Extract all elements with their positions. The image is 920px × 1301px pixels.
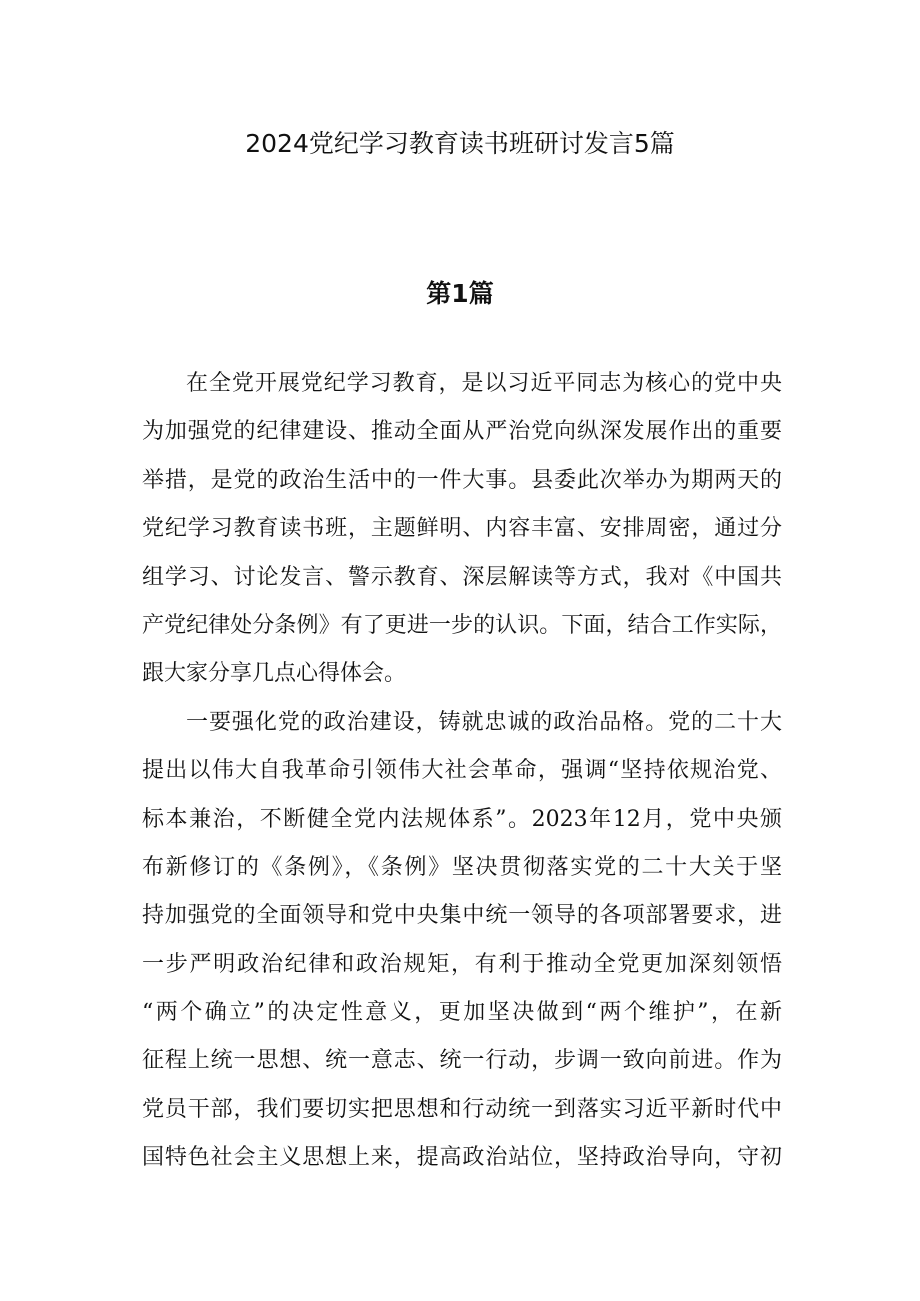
paragraph-line: 一步严明政治纪律和政治规矩，有利于推动全党更加深刻领悟	[142, 951, 782, 977]
paragraph-line: 为加强党的纪律建设、推动全面从严治党向纵深发展作出的重要	[142, 419, 782, 445]
paragraph-2	[142, 699, 782, 1183]
paragraph-line: 党纪学习教育读书班，主题鲜明、内容丰富、安排周密，通过分	[142, 516, 782, 542]
paragraph-line: 国特色社会主义思想上来，提高政治站位，坚持政治导向，守初	[142, 1145, 782, 1171]
paragraph-line: 持加强党的全面领导和党中央集中统一领导的各项部署要求，进	[142, 903, 782, 929]
document-body	[142, 360, 782, 1183]
paragraph-line: “两个确立”的决定性意义，更加坚决做到“两个维护”，在新	[142, 1000, 782, 1026]
paragraph-line: 布新修订的《条例》，《条例》坚决贯彻落实党的二十大关于坚	[142, 854, 782, 880]
paragraph-line: 党员干部，我们要切实把思想和行动统一到落实习近平新时代中	[142, 1096, 782, 1122]
paragraph-line: 一要强化党的政治建设，铸就忠诚的政治品格。党的二十大	[186, 709, 782, 735]
paragraph-line: 标本兼治，不断健全党内法规体系”。2023年12月，党中央颁	[142, 806, 782, 832]
paragraph-line: 组学习、讨论发言、警示教育、深层解读等方式，我对《中国共	[142, 564, 782, 590]
paragraph-line: 跟大家分享几点心得体会。	[142, 661, 407, 687]
paragraph-line: 征程上统一思想、统一意志、统一行动，步调一致向前进。作为	[142, 1048, 782, 1074]
paragraph-line: 在全党开展党纪学习教育，是以习近平同志为核心的党中央	[186, 371, 782, 396]
paragraph-line: 提出以伟大自我革命引领伟大社会革命，强调“坚持依规治党、	[142, 758, 782, 784]
document-title: 2024党纪学习教育读书班研讨发言5篇	[245, 129, 675, 158]
paragraph-line: 举措，是党的政治生活中的一件大事。县委此次举办为期两天的	[142, 467, 782, 493]
paragraph-1	[142, 360, 782, 699]
section-title: 第1篇	[426, 279, 494, 308]
paragraph-line: 产党纪律处分条例》有了更进一步的认识。下面，结合工作实际，	[142, 612, 782, 638]
